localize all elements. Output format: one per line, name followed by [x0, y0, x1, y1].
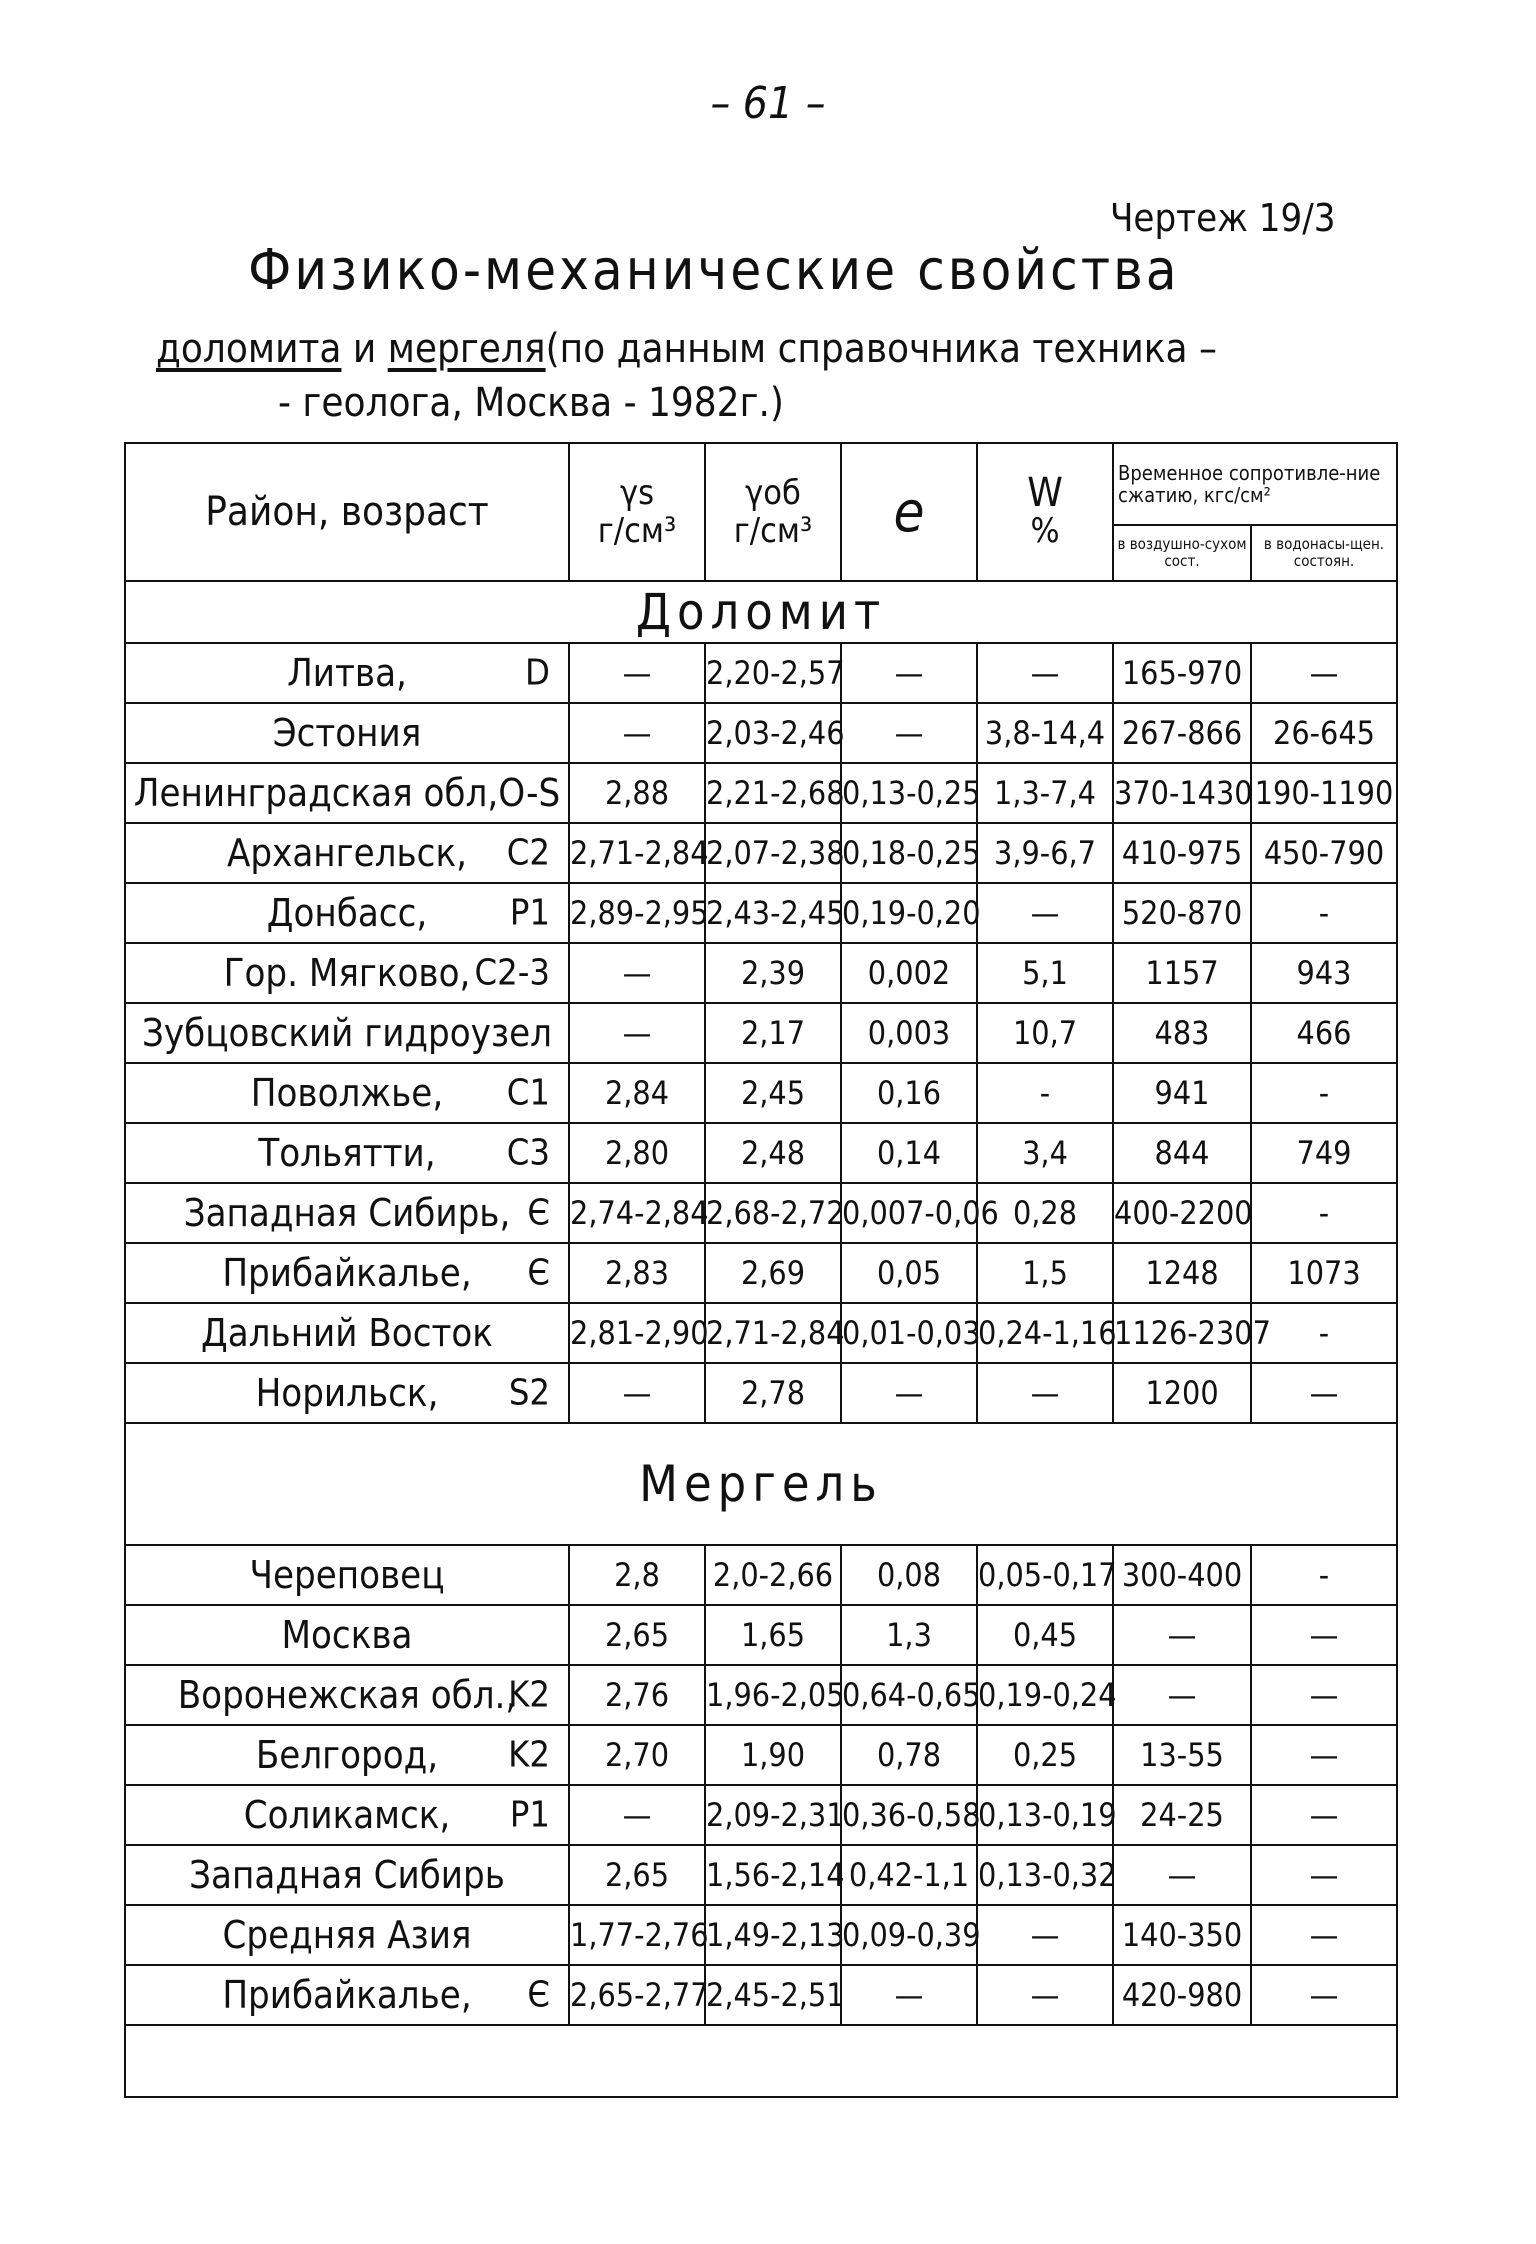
cell-e: 0,05: [841, 1243, 977, 1303]
cell-ys: 2,89-2,95: [569, 883, 705, 943]
header-region: Район, возраст: [125, 443, 569, 581]
cell-yob: 2,43-2,45: [705, 883, 841, 943]
cell-ys: 1,77-2,76: [569, 1905, 705, 1965]
header-w-symbol: W: [1027, 470, 1063, 516]
cell-region: [125, 1905, 569, 1965]
cell-w: 3,8-14,4: [977, 703, 1113, 763]
region-name: Поволжье,: [250, 1071, 444, 1115]
region-name: Прибайкалье,: [222, 1973, 472, 2017]
cell-yob: 2,69: [705, 1243, 841, 1303]
cell-ys: 2,81-2,90: [569, 1303, 705, 1363]
cell-sat: 26-645: [1251, 703, 1397, 763]
cell-e: 0,01-0,03: [841, 1303, 977, 1363]
table-row: [125, 1785, 1397, 1845]
cell-yob: 2,07-2,38: [705, 823, 841, 883]
cell-e: 0,14: [841, 1123, 977, 1183]
region-age: K2: [508, 1734, 550, 1776]
cell-e: —: [841, 703, 977, 763]
subtitle-and: и: [352, 326, 377, 372]
section-title: Доломит: [125, 581, 1397, 643]
cell-ys: 2,70: [569, 1725, 705, 1785]
region-age: C1: [506, 1072, 550, 1114]
region-name: Зубцовский гидроузел: [141, 1011, 552, 1055]
cell-e: 0,007-0,06: [841, 1183, 977, 1243]
cell-w: —: [977, 883, 1113, 943]
table-row: [125, 1605, 1397, 1665]
cell-dry: —: [1113, 1605, 1251, 1665]
cell-region: [125, 643, 569, 703]
cell-e: —: [841, 643, 977, 703]
cell-ys: 2,71-2,84: [569, 823, 705, 883]
page-number: – 61 –: [710, 78, 826, 129]
cell-sat: —: [1251, 643, 1397, 703]
cell-dry: 420-980: [1113, 1965, 1251, 2025]
cell-e: 0,16: [841, 1063, 977, 1123]
table-row: [125, 1303, 1397, 1363]
cell-sat: 943: [1251, 943, 1397, 1003]
cell-region: [125, 1965, 569, 2025]
region-name: Соликамск,: [243, 1793, 451, 1837]
region-name: Воронежская обл.,: [177, 1673, 517, 1717]
region-name: Норильск,: [255, 1371, 439, 1415]
cell-dry: 300-400: [1113, 1545, 1251, 1605]
cell-region: [125, 703, 569, 763]
cell-region: [125, 1725, 569, 1785]
cell-sat: 190-1190: [1251, 763, 1397, 823]
cell-sat: -: [1251, 1063, 1397, 1123]
cell-dry: 844: [1113, 1123, 1251, 1183]
region-age: C3: [506, 1132, 550, 1174]
cell-yob: 2,71-2,84: [705, 1303, 841, 1363]
cell-w: 0,13-0,32: [977, 1845, 1113, 1905]
region-name: Ленинградская обл,O-S: [133, 771, 561, 815]
cell-yob: 2,48: [705, 1123, 841, 1183]
cell-sat: 1073: [1251, 1243, 1397, 1303]
header-yob-unit: г/см³: [733, 511, 813, 551]
region-name: Москва: [281, 1613, 413, 1657]
region-name: Дальний Восток: [201, 1311, 493, 1355]
region-name: Прибайкалье,: [222, 1251, 472, 1295]
cell-w: 0,28: [977, 1183, 1113, 1243]
cell-e: —: [841, 1363, 977, 1423]
cell-region: [125, 1243, 569, 1303]
cell-yob: 1,96-2,05: [705, 1665, 841, 1725]
cell-ys: —: [569, 1003, 705, 1063]
region-age: P1: [509, 892, 550, 934]
cell-region: [125, 1063, 569, 1123]
cell-yob: 1,90: [705, 1725, 841, 1785]
cell-region: [125, 1665, 569, 1725]
cell-ys: 2,65: [569, 1605, 705, 1665]
cell-sat: 749: [1251, 1123, 1397, 1183]
cell-w: 0,25: [977, 1725, 1113, 1785]
cell-region: [125, 1303, 569, 1363]
region-name: Донбасс,: [266, 891, 428, 935]
table-row: [125, 1123, 1397, 1183]
region-name: Белгород,: [255, 1733, 439, 1777]
cell-dry: 140-350: [1113, 1905, 1251, 1965]
cell-sat: -: [1251, 883, 1397, 943]
cell-region: [125, 1183, 569, 1243]
cell-region: [125, 943, 569, 1003]
section-title: Мергель: [125, 1423, 1397, 1545]
cell-dry: 941: [1113, 1063, 1251, 1123]
cell-w: 10,7: [977, 1003, 1113, 1063]
cell-region: [125, 1003, 569, 1063]
table-row: [125, 1363, 1397, 1423]
table-row: [125, 1905, 1397, 1965]
table-row: [125, 883, 1397, 943]
cell-region: [125, 763, 569, 823]
cell-region: [125, 1123, 569, 1183]
region-age: Є: [527, 1192, 550, 1234]
cell-e: 0,003: [841, 1003, 977, 1063]
cell-e: 0,19-0,20: [841, 883, 977, 943]
cell-w: 5,1: [977, 943, 1113, 1003]
header-strength: Временное сопротивле-ние сжатию, кгс/см²: [1113, 443, 1397, 525]
cell-dry: 13-55: [1113, 1725, 1251, 1785]
cell-yob: 2,20-2,57: [705, 643, 841, 703]
cell-w: 1,5: [977, 1243, 1113, 1303]
cell-sat: —: [1251, 1363, 1397, 1423]
region-name: Эстония: [272, 711, 422, 755]
cell-ys: 2,8: [569, 1545, 705, 1605]
cell-w: 0,45: [977, 1605, 1113, 1665]
cell-w: 0,19-0,24: [977, 1665, 1113, 1725]
cell-ys: —: [569, 643, 705, 703]
table-row: [125, 1965, 1397, 2025]
cell-dry: 24-25: [1113, 1785, 1251, 1845]
table-row: [125, 1003, 1397, 1063]
cell-e: 0,13-0,25: [841, 763, 977, 823]
drawing-number: Чертеж 19/3: [1110, 196, 1336, 240]
header-dry: в воздушно-сухом сост.: [1113, 525, 1251, 581]
properties-table: [124, 442, 1398, 2098]
cell-region: [125, 883, 569, 943]
page-title: Физико-механические свойства: [248, 238, 1180, 303]
cell-ys: 2,76: [569, 1665, 705, 1725]
cell-yob: 2,0-2,66: [705, 1545, 841, 1605]
subtitle-line-2: - геолога, Москва - 1982г.): [278, 380, 784, 426]
cell-dry: 370-1430: [1113, 763, 1251, 823]
cell-yob: 2,39: [705, 943, 841, 1003]
cell-region: [125, 1605, 569, 1665]
table-row: [125, 643, 1397, 703]
cell-w: 0,24-1,16: [977, 1303, 1113, 1363]
cell-dry: 1126-2307: [1113, 1303, 1251, 1363]
cell-e: 1,3: [841, 1605, 977, 1665]
subtitle-dolomite: доломита: [156, 326, 342, 372]
table-row: [125, 823, 1397, 883]
cell-dry: 267-866: [1113, 703, 1251, 763]
header-w: [977, 443, 1113, 581]
region-name: Западная Сибирь,: [183, 1191, 511, 1235]
cell-ys: 2,80: [569, 1123, 705, 1183]
cell-e: 0,09-0,39: [841, 1905, 977, 1965]
table-row: [125, 703, 1397, 763]
cell-dry: 1248: [1113, 1243, 1251, 1303]
table-row: [125, 763, 1397, 823]
cell-yob: 1,56-2,14: [705, 1845, 841, 1905]
header-saturated: в водонасы-щен. состоян.: [1251, 525, 1397, 581]
region-name: Гор. Мягково,: [223, 951, 471, 995]
cell-sat: —: [1251, 1605, 1397, 1665]
cell-w: —: [977, 1363, 1113, 1423]
cell-yob: 2,45-2,51: [705, 1965, 841, 2025]
table-row: [125, 1725, 1397, 1785]
subtitle-line-1: [156, 326, 1217, 372]
cell-sat: 450-790: [1251, 823, 1397, 883]
table-row: [125, 1845, 1397, 1905]
region-name: Архангельск,: [227, 831, 467, 875]
region-name: Западная Сибирь: [189, 1853, 505, 1897]
region-name: Череповец: [249, 1553, 445, 1597]
cell-e: 0,002: [841, 943, 977, 1003]
cell-w: —: [977, 1905, 1113, 1965]
section-row: [125, 581, 1397, 643]
cell-sat: 466: [1251, 1003, 1397, 1063]
cell-e: —: [841, 1965, 977, 2025]
cell-e: 0,42-1,1: [841, 1845, 977, 1905]
cell-region: [125, 1785, 569, 1845]
cell-dry: 165-970: [1113, 643, 1251, 703]
cell-w: 0,05-0,17: [977, 1545, 1113, 1605]
cell-sat: —: [1251, 1845, 1397, 1905]
region-age: D: [525, 652, 550, 694]
cell-dry: 520-870: [1113, 883, 1251, 943]
cell-dry: 1157: [1113, 943, 1251, 1003]
cell-ys: 2,65: [569, 1845, 705, 1905]
header-yob-symbol: γоб: [745, 473, 801, 513]
table-row: [125, 1063, 1397, 1123]
cell-e: 0,08: [841, 1545, 977, 1605]
header-yob: [705, 443, 841, 581]
cell-ys: —: [569, 1363, 705, 1423]
region-name: Тольятти,: [258, 1131, 436, 1175]
cell-yob: 2,68-2,72: [705, 1183, 841, 1243]
cell-sat: —: [1251, 1665, 1397, 1725]
region-name: Средняя Азия: [222, 1913, 472, 1957]
cell-sat: -: [1251, 1183, 1397, 1243]
table-body: [125, 581, 1397, 2097]
header-ys: [569, 443, 705, 581]
cell-ys: 2,74-2,84: [569, 1183, 705, 1243]
cell-dry: 483: [1113, 1003, 1251, 1063]
cell-ys: 2,84: [569, 1063, 705, 1123]
cell-w: 0,13-0,19: [977, 1785, 1113, 1845]
cell-w: —: [977, 643, 1113, 703]
table-row: [125, 943, 1397, 1003]
empty-cell: [125, 2025, 1397, 2097]
cell-yob: 2,17: [705, 1003, 841, 1063]
cell-dry: —: [1113, 1845, 1251, 1905]
table-row: [125, 1665, 1397, 1725]
cell-w: 3,9-6,7: [977, 823, 1113, 883]
cell-sat: —: [1251, 1905, 1397, 1965]
table-row: [125, 1545, 1397, 1605]
cell-ys: 2,83: [569, 1243, 705, 1303]
cell-dry: 400-2200: [1113, 1183, 1251, 1243]
region-age: Є: [527, 1974, 550, 2016]
subtitle-marl: мергеля: [387, 326, 546, 372]
table-row: [125, 1183, 1397, 1243]
cell-ys: 2,65-2,77: [569, 1965, 705, 2025]
cell-sat: —: [1251, 1785, 1397, 1845]
cell-yob: 2,21-2,68: [705, 763, 841, 823]
cell-e: 0,18-0,25: [841, 823, 977, 883]
region-age: C2-3: [474, 952, 550, 994]
subtitle-source-1: (по данным справочника техника –: [545, 326, 1217, 372]
region-age: P1: [509, 1794, 550, 1836]
cell-region: [125, 1545, 569, 1605]
region-age: Є: [527, 1252, 550, 1294]
cell-yob: 2,03-2,46: [705, 703, 841, 763]
header-ys-symbol: γs: [619, 473, 655, 513]
cell-yob: 2,78: [705, 1363, 841, 1423]
region-age: K2: [508, 1674, 550, 1716]
cell-w: -: [977, 1063, 1113, 1123]
cell-sat: -: [1251, 1545, 1397, 1605]
table-row: [125, 1243, 1397, 1303]
cell-ys: —: [569, 1785, 705, 1845]
header-ys-unit: г/см³: [597, 511, 677, 551]
cell-e: 0,78: [841, 1725, 977, 1785]
cell-dry: 410-975: [1113, 823, 1251, 883]
empty-row: [125, 2025, 1397, 2097]
cell-region: [125, 823, 569, 883]
cell-yob: 1,49-2,13: [705, 1905, 841, 1965]
cell-dry: —: [1113, 1665, 1251, 1725]
cell-yob: 2,09-2,31: [705, 1785, 841, 1845]
cell-e: 0,64-0,65: [841, 1665, 977, 1725]
region-name: Литва,: [287, 651, 407, 695]
cell-yob: 2,45: [705, 1063, 841, 1123]
cell-yob: 1,65: [705, 1605, 841, 1665]
cell-region: [125, 1845, 569, 1905]
cell-ys: —: [569, 943, 705, 1003]
cell-w: 3,4: [977, 1123, 1113, 1183]
header-e: e: [841, 443, 977, 581]
cell-sat: -: [1251, 1303, 1397, 1363]
cell-w: —: [977, 1965, 1113, 2025]
cell-w: 1,3-7,4: [977, 763, 1113, 823]
cell-dry: 1200: [1113, 1363, 1251, 1423]
region-age: C2: [506, 832, 550, 874]
header-w-unit: %: [1030, 511, 1060, 551]
section-row: [125, 1423, 1397, 1545]
region-age: S2: [508, 1372, 550, 1414]
cell-region: [125, 1363, 569, 1423]
cell-sat: —: [1251, 1965, 1397, 2025]
cell-sat: —: [1251, 1725, 1397, 1785]
cell-e: 0,36-0,58: [841, 1785, 977, 1845]
cell-ys: 2,88: [569, 763, 705, 823]
cell-ys: —: [569, 703, 705, 763]
